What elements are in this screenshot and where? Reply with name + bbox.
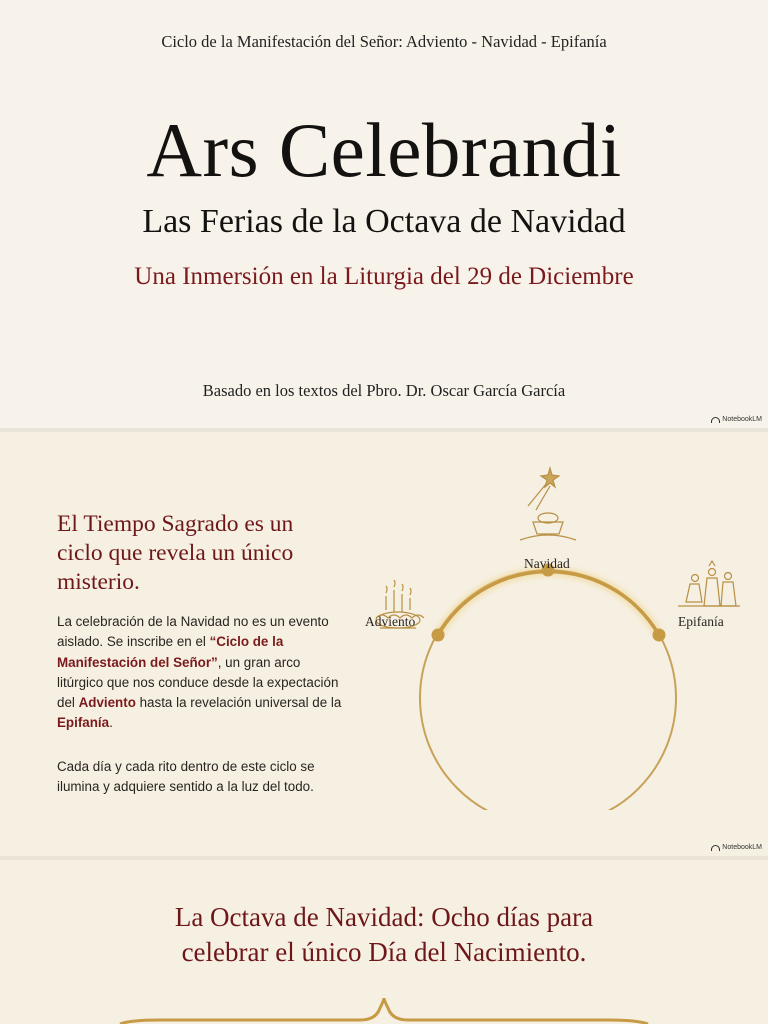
- notebooklm-watermark: [711, 844, 762, 851]
- nativity-star-icon: [520, 468, 576, 540]
- heading-line: celebrar el único Día del Nacimiento.: [181, 937, 587, 967]
- title-slide: [0, 0, 768, 428]
- watermark-text: NotebookLM: [722, 844, 762, 851]
- intro-paragraph: [57, 612, 347, 734]
- para-text: .: [109, 715, 113, 731]
- cycle-caption: Ciclo de la Manifestación del Señor: Adviento - Navidad - Epifanía: [161, 32, 607, 51]
- epifania-node: [653, 629, 666, 642]
- slide-heading: [0, 900, 768, 970]
- liturgical-cycle-diagram: [350, 460, 760, 810]
- octave-slide: [0, 860, 768, 1024]
- para-highlight: Epifanía: [57, 715, 110, 731]
- author-credit: Basado en los textos del Pbro. Dr. Oscar García García: [202, 381, 566, 400]
- para-text: La celebración de la Navidad no es un evento aislado. Se inscribe en el: [57, 614, 329, 650]
- page-title: Ars Celebrandi: [146, 107, 622, 193]
- watermark-text: NotebookLM: [722, 416, 762, 423]
- notebooklm-logo-icon: [711, 845, 720, 851]
- para-text: , un gran arco litúrgico que nos conduce desde la expectación del: [57, 654, 339, 711]
- notebooklm-logo-icon: [711, 417, 720, 423]
- heading-line: La Octava de Navidad: Ocho días para: [174, 902, 594, 932]
- arc-glow: [438, 572, 659, 635]
- epifania-label: Epifanía: [678, 614, 724, 629]
- adviento-label: Adviento: [365, 614, 416, 629]
- para-text: hasta la revelación universal de la: [135, 695, 342, 711]
- sacred-time-slide: [0, 432, 768, 856]
- navidad-label: Navidad: [524, 556, 570, 571]
- closing-paragraph: Cada día y cada rito dentro de este ciclo se ilumina y adquiere sentido a la luz del todo.: [57, 759, 315, 795]
- frame-border: [120, 998, 648, 1024]
- magi-icon: [678, 561, 740, 606]
- page-tagline: Una Inmersión en la Liturgia del 29 de Diciembre: [134, 263, 634, 290]
- notebooklm-watermark: [711, 416, 762, 423]
- manifestation-arc: [438, 572, 659, 635]
- ornamental-frame-top: [0, 994, 768, 1024]
- page-subtitle: Las Ferias de la Octava de Navidad: [142, 203, 626, 240]
- adviento-node: [432, 629, 445, 642]
- para-highlight: “Ciclo de la Manifestación del Señor”: [57, 634, 284, 670]
- slide-heading: El Tiempo Sagrado es un ciclo que revela un único misterio.: [57, 511, 294, 595]
- para-highlight: Adviento: [78, 695, 136, 711]
